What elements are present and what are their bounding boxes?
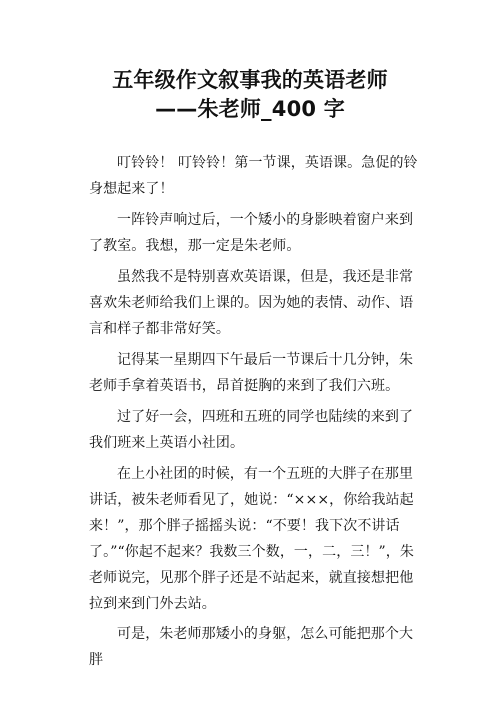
paragraph-5: 过了好一会，四班和五班的同学也陆续的来到了我们班来上英语小社团。 (89, 409, 414, 451)
paragraph-3: 虽然我不是特别喜欢英语课，但是，我还是非常喜欢朱老师给我们上课的。因为她的表情、动作、语言和样子都非常好笑。 (89, 269, 414, 337)
paragraph-2: 一阵铃声响过后，一个矮小的身影映着窗户来到了教室。我想，那一定是朱老师。 (89, 212, 414, 254)
paragraph-4: 记得某一星期四下午最后一节课后十几分钟，朱老师手拿着英语书，昂首挺胸的来到了我们六班。 (89, 352, 414, 394)
essay-body (89, 150, 423, 673)
paragraph-1: 叮铃铃！ 叮铃铃！第一节课，英语课。急促的铃身想起来了！ (89, 155, 418, 197)
paragraph-7: 可是，朱老师那矮小的身躯，怎么可能把那个大胖 (89, 626, 414, 668)
page-title: 五年级作文叙事我的英语老师——朱老师_400 字 (112, 68, 388, 121)
paragraph-6: 在上小社团的时候，有一个五班的大胖子在那里讲话，被朱老师看见了，她说：“×××，你给我站起来！”，那个胖子摇摇头说：“不要！我下次不讲话了。”“你起不起来？我数三个数，一，二，三！”，朱老师说完，见那个胖子还是不站起来，就直接想把他拉到来到门外去站。 (89, 466, 414, 612)
